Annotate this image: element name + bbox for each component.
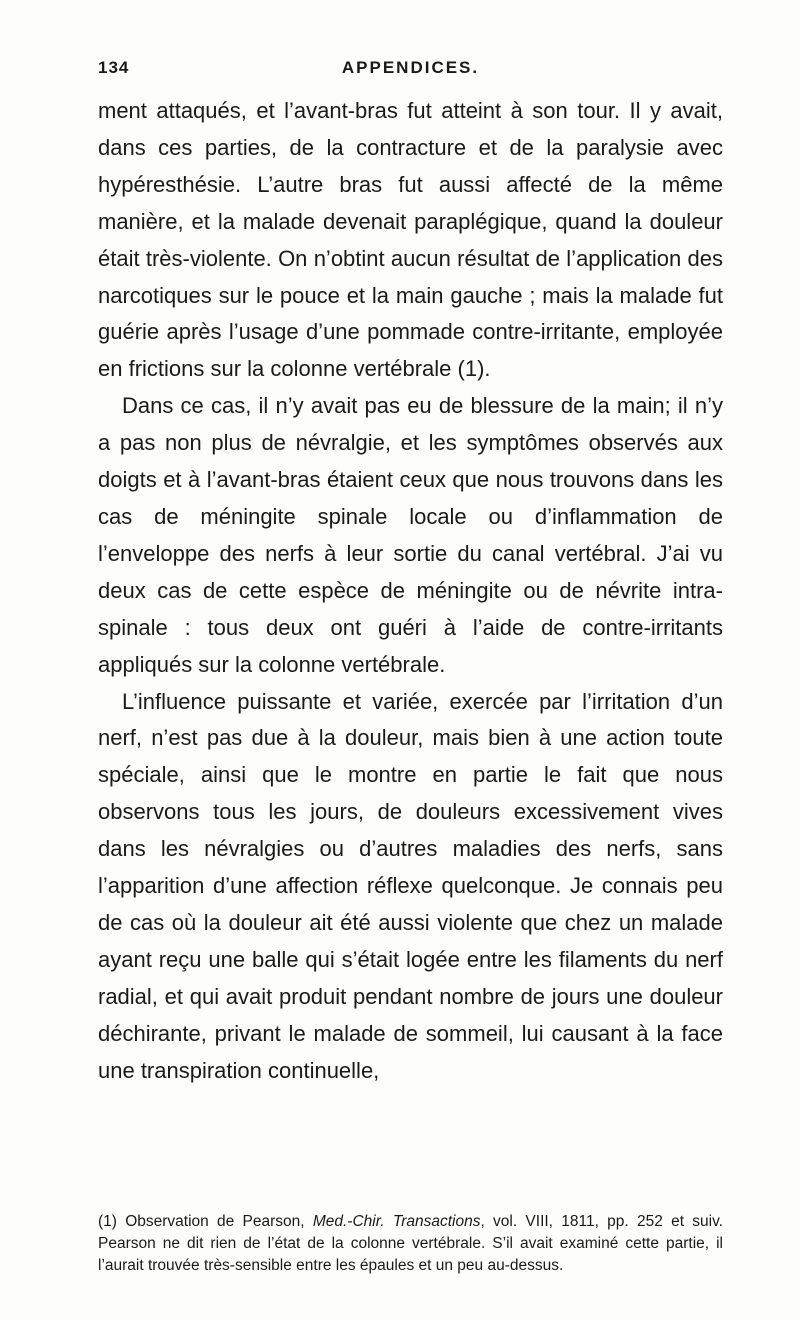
paragraph-2: Dans ce cas, il n’y avait pas eu de blessure de la main; il n’y a pas non plus de névralgie, et les symptômes observés aux doigts et à l’avant-bras étaient ceux que nous trouvons dans les cas de méningite spinale locale ou d’inflammation de l’enveloppe des nerfs à leur sortie du canal vertébral. J’ai vu deux cas de cette espèce de méningite ou de névrite intra-spinale : tous deux ont guéri à l’aide de contre-irritants appliqués sur la colonne vertébrale. — [98, 393, 723, 677]
footnote — [98, 1211, 723, 1277]
paragraph-1: ment attaqués, et l’avant-bras fut atteint à son tour. Il y avait, dans ces parties, de la contracture et de la paralysie avec hypéresthésie. L’autre bras fut aussi affecté de la même manière, et la malade devenait paraplégique, quand la douleur était très-violente. On n’obtint aucun résultat de l’application des narcotiques sur le pouce et la main gauche ; mais la malade fut guérie après l’usage d’une pommade contre-irritante, employée en frictions sur la colonne vertébrale (1). — [98, 98, 723, 382]
footnote-prefix: (1) Observation de Pearson, — [98, 1213, 313, 1230]
footnote-suffix: , vol. VIII, 1811, pp. 252 et suiv. Pearson ne dit rien de l’état de la colonne vertébrale. S’il avait examiné cette partie, il l’aurait trouvée très-sensible entre les épaules et un peu au-dessus. — [98, 1213, 723, 1274]
paragraph-3: L’influence puissante et variée, exercée par l’irritation d’un nerf, n’est pas due à la douleur, mais bien à une action toute spéciale, ainsi que le montre en partie le fait que nous observons tous les jours, de douleurs excessivement vives dans les névralgies ou d’autres maladies des nerfs, sans l’apparition d’une affection réflexe quelconque. Je connais peu de cas où la douleur ait été aussi violente que chez un malade ayant reçu une balle qui s’était logée entre les filaments du nerf radial, et qui avait produit pendant nombre de jours une douleur déchirante, privant le malade de sommeil, lui causant à la face une transpiration continuelle, — [98, 688, 723, 1083]
page-header — [98, 58, 723, 82]
body-text — [98, 93, 723, 1089]
footnote-journal-title: Med.-Chir. Transactions — [312, 1213, 481, 1230]
footnote-text — [98, 1211, 723, 1277]
page-number: 134 — [98, 58, 130, 77]
running-title: APPENDICES. — [341, 58, 480, 77]
